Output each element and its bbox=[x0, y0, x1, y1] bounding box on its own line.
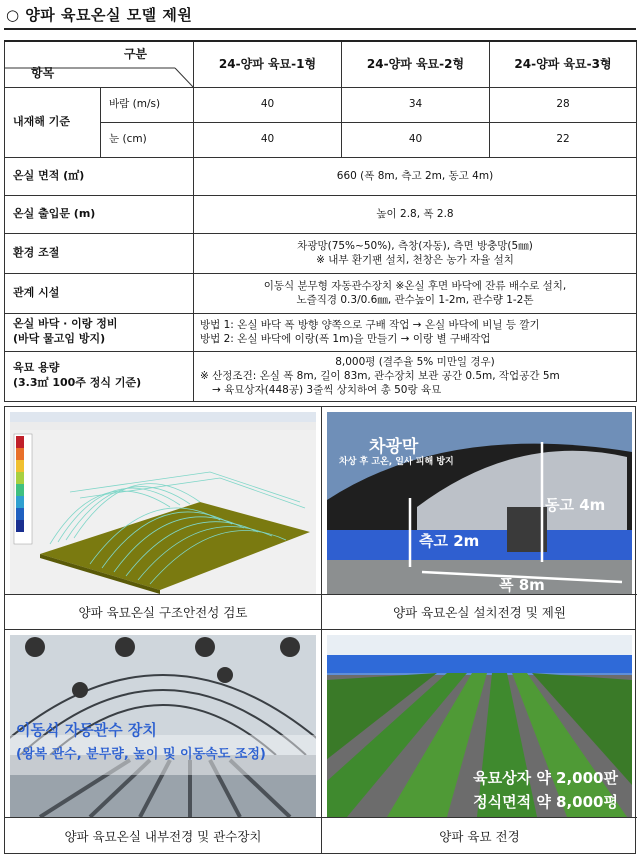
column-header: 24-양파 육묘-2형 bbox=[342, 41, 490, 87]
caption: 양파 육묘온실 구조안전성 검토 bbox=[5, 594, 321, 629]
row-label-line: 육묘 용량 bbox=[13, 361, 60, 375]
cell-line: 이동식 분무형 자동관수장치 ※온실 후면 바닥에 잔류 배수로 설치, bbox=[263, 279, 567, 292]
cell-line: 차광망(75%~50%), 측창(자동), 측면 방충망(5㎜) bbox=[297, 239, 533, 252]
header-hangmok: 항목 bbox=[31, 66, 55, 81]
cell-wind: 40 bbox=[194, 87, 342, 122]
cell-snow: 40 bbox=[194, 122, 342, 157]
greenhouse-interior-photo bbox=[10, 635, 316, 817]
title-rule bbox=[4, 28, 636, 30]
row-label-capacity bbox=[5, 351, 194, 401]
structural-analysis-image bbox=[10, 412, 316, 594]
row-sublabel-wind: 바람 (m/s) bbox=[101, 87, 194, 122]
cell-wind: 28 bbox=[490, 87, 637, 122]
photo-gallery bbox=[4, 406, 636, 854]
gallery-divider bbox=[5, 629, 635, 630]
width-label: 폭 8m bbox=[499, 576, 545, 594]
header-gubun: 구분 bbox=[123, 47, 147, 61]
cell-capacity bbox=[194, 351, 637, 401]
ridge-height-label: 동고 4m bbox=[545, 496, 606, 514]
column-header: 24-양파 육묘-3형 bbox=[490, 41, 637, 87]
cell-line: ※ 산정조건: 온실 폭 8m, 길이 83m, 관수장치 보관 공간 0.5m, 작업공간 5m bbox=[200, 369, 560, 382]
side-height-label: 측고 2m bbox=[419, 532, 480, 550]
page-title: ○ 양파 육묘온실 모델 제원 bbox=[6, 6, 193, 24]
cell-line: ※ 내부 환기팬 설치, 천창은 농가 자율 설치 bbox=[316, 254, 514, 266]
cell-line: 방법 2: 온실 바닥에 이랑(폭 1m)을 만들기 → 이랑 별 구배작업 bbox=[200, 333, 491, 345]
cell-floor bbox=[194, 313, 637, 351]
spec-table bbox=[4, 40, 637, 402]
cell-line: 노즐직경 0.3/0.6㎜, 관수높이 1-2m, 관수량 1-2톤 bbox=[296, 294, 534, 306]
cell-snow: 40 bbox=[342, 122, 490, 157]
caption: 양파 육묘온실 설치전경 및 제원 bbox=[322, 594, 637, 629]
row-label-line: 온실 바닥 · 이랑 정비 bbox=[13, 317, 118, 331]
row-label-disaster: 내재해 기준 bbox=[5, 87, 101, 157]
shade-cloth-label: 차광막 bbox=[369, 437, 419, 457]
gallery-divider bbox=[321, 407, 322, 853]
cell-door: 높이 2.8, 폭 2.8 bbox=[194, 195, 637, 233]
row-label-line: (바닥 물고임 방지) bbox=[13, 332, 106, 345]
shade-note-label: 차상 후 고온, 일사 피해 방지 bbox=[339, 457, 454, 467]
row-label-irrigation: 관계 시설 bbox=[5, 273, 194, 313]
row-label-floor bbox=[5, 313, 194, 351]
cell-line: 방법 1: 온실 바닥 폭 방향 양쪽으로 구배 작업 → 온실 바닥에 비닐 등 깔기 bbox=[200, 318, 540, 331]
planting-area-label: 정식면적 약 8,000평 bbox=[473, 793, 618, 811]
header-corner bbox=[5, 41, 194, 87]
row-label-area: 온실 면적 (㎡) bbox=[5, 157, 194, 195]
cell-line: → 육묘상자(448공) 3줄씩 상치하여 총 50랑 육묘 bbox=[212, 384, 442, 397]
column-header: 24-양파 육묘-1형 bbox=[194, 41, 342, 87]
cell-area: 660 (폭 8m, 측고 2m, 동고 4m) bbox=[194, 157, 637, 195]
row-label-environment: 환경 조절 bbox=[5, 233, 194, 273]
cell-irrigation bbox=[194, 273, 637, 313]
tray-count-label: 육묘상자 약 2,000판 bbox=[473, 769, 618, 787]
irrigation-label-line2: (왕복 관수, 분무량, 높이 및 이동속도 조정) bbox=[16, 747, 266, 762]
greenhouse-exterior-photo bbox=[327, 412, 632, 594]
cell-line: 8,000평 (결주율 5% 미만일 경우) bbox=[335, 355, 495, 368]
row-label-door: 온실 출입문 (m) bbox=[5, 195, 194, 233]
irrigation-label-line1: 이동식 자동관수 장치 bbox=[16, 721, 157, 739]
caption: 양파 육묘온실 내부전경 및 관수장치 bbox=[5, 817, 321, 854]
row-label-line: (3.3㎡ 100주 정식 기준) bbox=[13, 376, 142, 389]
caption: 양파 육묘 전경 bbox=[322, 817, 637, 854]
cell-snow: 22 bbox=[490, 122, 637, 157]
cell-wind: 34 bbox=[342, 87, 490, 122]
cell-environment bbox=[194, 233, 637, 273]
seedling-field-photo bbox=[327, 635, 632, 817]
row-sublabel-snow: 눈 (cm) bbox=[101, 122, 194, 157]
